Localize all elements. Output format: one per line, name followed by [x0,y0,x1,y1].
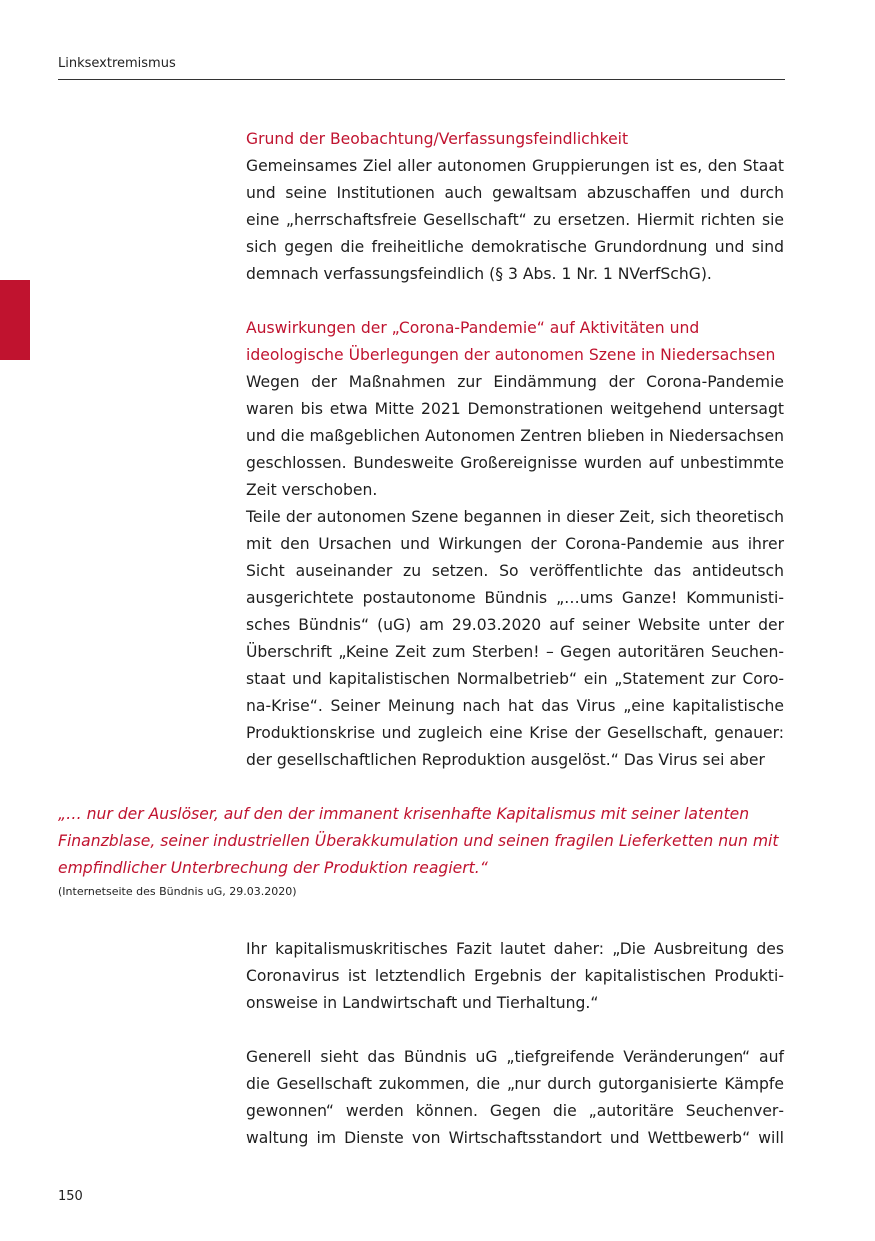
running-head-title: Linksextremismus [58,56,176,71]
body-paragraph: Generell sieht das Bündnis uG „tiefgreifende Veränderungen“ auf die Gesellschaft zukommen, die „nur durch gutorganisierte Kämpfe gewonnen“ werden können. Gegen die „autoritäre Seuchenverwaltung im Dienste von Wirtschaftsstandort und Wettbewerb“ will [246,1048,784,1147]
section-corona-pandemie [246,315,784,774]
body-paragraph: Gemeinsames Ziel aller autonomen Gruppierungen ist es, den Staat und seine Institutionen auch gewaltsam abzuschaffen und durch eine „herrschaftsfreie Gesellschaft“ zu ersetzen. Hiermit richten sie sich gegen die freiheitliche demokratische Grundordnung und sind demnach verfassungsfeindlich (§ 3 Abs. 1 Nr. 1 NVerfSchG). [246,157,784,283]
body-paragraph: Teile der autonomen Szene begannen in dieser Zeit, sich theoretisch mit den Ursachen und Wirkungen der Corona-Pandemie aus ihrer Sicht auseinander zu setzen. So veröffentlichte das antideutsch ausgerichtete postautonome Bündnis „…ums Ganze! Kommunistisches Bündnis“ (uG) am 29.03.2020 auf seiner Website unter der Überschrift „Keine Zeit zum Sterben! – Gegen autoritären Seuchenstaat und kapitalistischen Normalbetrieb“ ein „Statement zur Corona-Krise“. Seiner Meinung nach hat das Virus „eine kapitalistische Produktionskrise und zugleich eine Krise der Gesellschaft, genauer: der gesellschaftlichen Reproduktion ausgelöst.“ Das Virus sei aber [246,508,784,769]
section-heading-corona-line-1: Auswirkungen der „Corona-Pandemie“ auf Aktivitäten und [246,319,700,337]
section-heading-beobachtung: Grund der Beobachtung/Verfassungsfeindlichkeit [246,130,629,148]
body-paragraph: Wegen der Maßnahmen zur Eindämmung der Corona-Pandemie waren bis etwa Mitte 2021 Demonstrationen weitgehend untersagt und die maßgeblichen Autonomen Zentren blieben in Niedersachsen geschlossen. Bundesweite Großereignisse wurden auf unbestimmte Zeit verschoben. [246,373,784,499]
section-continuation [246,936,784,1152]
header-rule [58,79,785,80]
page-number: 150 [58,1189,83,1204]
body-paragraph: Ihr kapitalismuskritisches Fazit lautet daher: „Die Ausbreitung des Coronavirus ist letztendlich Ergebnis der kapitalistischen Produktionsweise in Landwirtschaft und Tierhaltung.“ [246,940,784,1012]
quote-text: „… nur der Auslöser, auf den der immanent krisenhafte Kapitalismus mit seiner latenten Finanzblase, seiner industriellen Überakkumulation und seinen fragilen Lieferketten nun mit empfindlicher Unterbrechung der Produktion reagiert.“ [58,805,779,877]
section-heading-corona-line-2: ideologische Überlegungen der autonomen Szene in Niedersachsen [246,346,776,364]
quote-source: (Internetseite des Bündnis uG, 29.03.2020) [58,885,297,898]
pull-quote [58,801,785,900]
chapter-marker-tab [0,280,30,360]
section-verfassungsfeindlichkeit [246,126,784,288]
